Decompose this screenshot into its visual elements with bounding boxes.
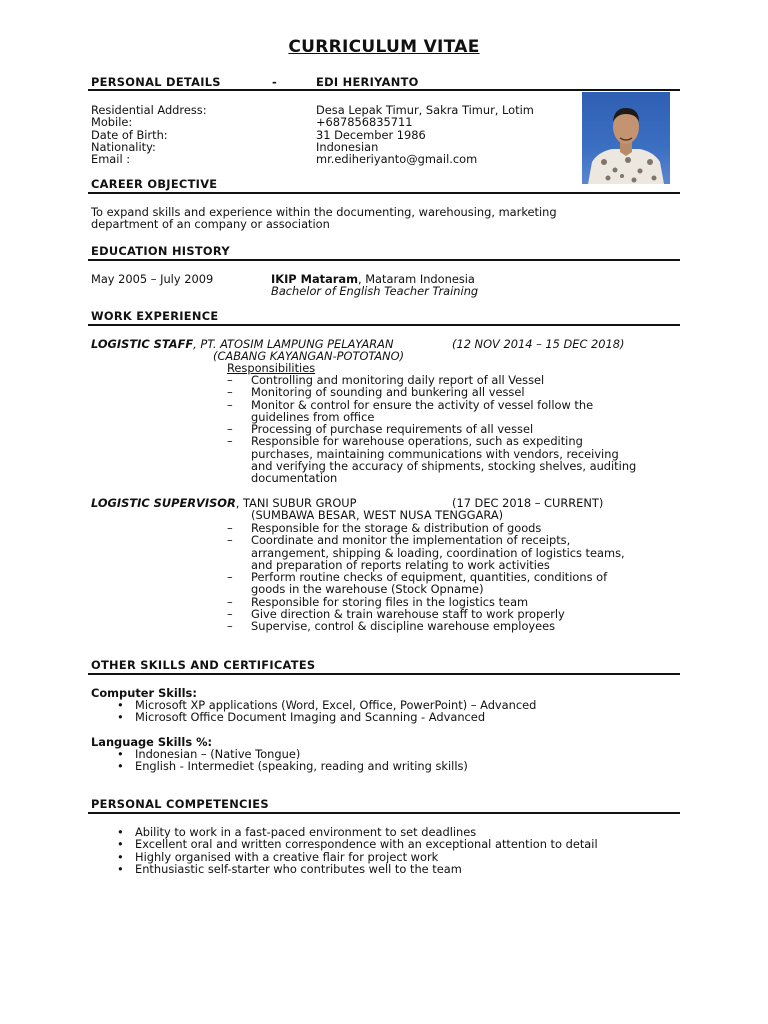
competency-item: • Excellent oral and written correspondence with an exceptional attention to detail [115,838,680,850]
language-skill-item: • English - Intermediet (speaking, reading and writing skills) [115,760,675,772]
portrait-icon [582,92,670,184]
skills-heading: OTHER SKILLS AND CERTIFICATES [91,658,316,672]
duty-line: – Give direction & train warehouse staff to work properly [251,607,565,622]
section-rule [88,673,680,675]
objective-line: department of an company or association [91,217,330,232]
language-skills-label: Language Skills %: [91,735,213,749]
job2-title: LOGISTIC SUPERVISOR [91,496,236,510]
personal-details-heading: PERSONAL DETAILS [91,75,221,89]
competency-item: • Highly organised with a creative flair for project work [115,851,680,863]
duty-line: – Perform routine checks of equipment, quantities, conditions of [251,570,608,585]
heading-dash: - [272,75,278,89]
school-name: IKIP Mataram [271,272,358,286]
duty-line: – Responsible for warehouse operations, such as expediting [251,434,583,449]
email-label: Email : [91,152,131,167]
nationality-value: Indonesian [316,139,379,154]
education-period: May 2005 – July 2009 [91,272,214,286]
nationality-label: Nationality: [91,139,156,154]
competency-item: • Ability to work in a fast-paced environment to set deadlines [115,826,680,838]
job2-location: (SUMBAWA BESAR, WEST NUSA TENGGARA) [251,508,504,522]
page-title: CURRICULUM VITAE [288,37,480,57]
duty-line: – Monitor & control for ensure the activity of vessel follow the [251,397,594,412]
career-objective-heading: CAREER OBJECTIVE [91,177,218,191]
duty-line: arrangement, shipping & loading, coordination of logistics teams, [251,545,625,560]
address-label: Residential Address: [91,103,207,117]
job1-duties [227,374,687,485]
duty-line: – Monitoring of sounding and bunkering all vessel [251,385,525,400]
duty-line: – Controlling and monitoring daily report of all Vessel [251,373,545,387]
job1-title: LOGISTIC STAFF [91,337,194,351]
profile-photo [582,92,670,184]
duty-item [227,386,687,398]
computer-skill-item: • Microsoft XP applications (Word, Excel, Office, PowerPoint) – Advanced [115,699,675,711]
computer-skill-item: • Microsoft Office Document Imaging and Scanning - Advanced [115,711,675,723]
duty-line: documentation [251,471,338,486]
duty-line: – Supervise, control & discipline warehouse employees [251,619,556,634]
section-rule [88,89,680,91]
duty-line: goods in the warehouse (Stock Opname) [251,582,484,597]
section-rule [88,259,680,261]
language-skill-item: • Indonesian – (Native Tongue) [115,748,675,760]
duty-line: purchases, maintaining communications with vendors, receiving [251,446,619,461]
duty-line: – Responsible for the storage & distribution of goods [251,521,542,535]
duty-item [227,435,687,484]
personal-labels [91,104,207,165]
job1-branch: (CABANG KAYANGAN-POTOTANO) [213,349,405,363]
section-rule [88,192,680,194]
duty-line: – Responsible for storing files in the logistics team [251,594,529,609]
career-objective-text [91,206,557,231]
competencies-list [115,826,680,875]
duty-line: guidelines from office [251,409,375,424]
competencies-heading: PERSONAL COMPETENCIES [91,797,269,811]
language-skills-list [115,748,675,773]
personal-values [316,104,534,165]
duty-item [227,399,687,424]
duty-line: – Coordinate and monitor the implementation of receipts, [251,533,571,548]
mobile-value: +687856835711 [316,115,413,130]
dob-label: Date of Birth: [91,127,168,142]
competency-item: • Enthusiastic self-starter who contributes well to the team [115,863,680,875]
responsibilities-label: Responsibilities [227,361,316,375]
section-rule [88,812,680,814]
section-rule [88,324,680,326]
duty-item [227,534,687,571]
duty-line: and verifying the accuracy of shipments, stocking shelves, auditing [251,459,637,474]
education-degree: Bachelor of English Teacher Training [271,284,479,298]
job2-duties [227,522,687,633]
education-heading: EDUCATION HISTORY [91,244,230,258]
school-location: , Mataram Indonesia [357,272,475,286]
job2-company: , TANI SUBUR GROUP [235,496,357,510]
mobile-label: Mobile: [91,115,133,130]
computer-skills-list [115,699,675,724]
job2-period: (17 DEC 2018 – CURRENT) [452,496,604,510]
duty-line: – Processing of purchase requirements of all vessel [251,422,534,437]
address-value: Desa Lepak Timur, Sakra Timur, Lotim [316,103,534,117]
duty-item [227,620,687,632]
computer-skills-label: Computer Skills: [91,686,197,700]
objective-line: To expand skills and experience within the documenting, warehousing, marketing [91,205,557,219]
job1-period: (12 NOV 2014 – 15 DEC 2018) [452,337,625,351]
candidate-name: EDI HERIYANTO [316,75,419,89]
dob-value: 31 December 1986 [316,127,426,142]
email-value: mr.ediheriyanto@gmail.com [316,152,478,167]
job1-company: , PT. ATOSIM LAMPUNG PELAYARAN [193,337,394,351]
work-experience-heading: WORK EXPERIENCE [91,309,219,323]
duty-item [227,571,687,596]
duty-line: and preparation of reports relating to work activities [251,557,550,572]
